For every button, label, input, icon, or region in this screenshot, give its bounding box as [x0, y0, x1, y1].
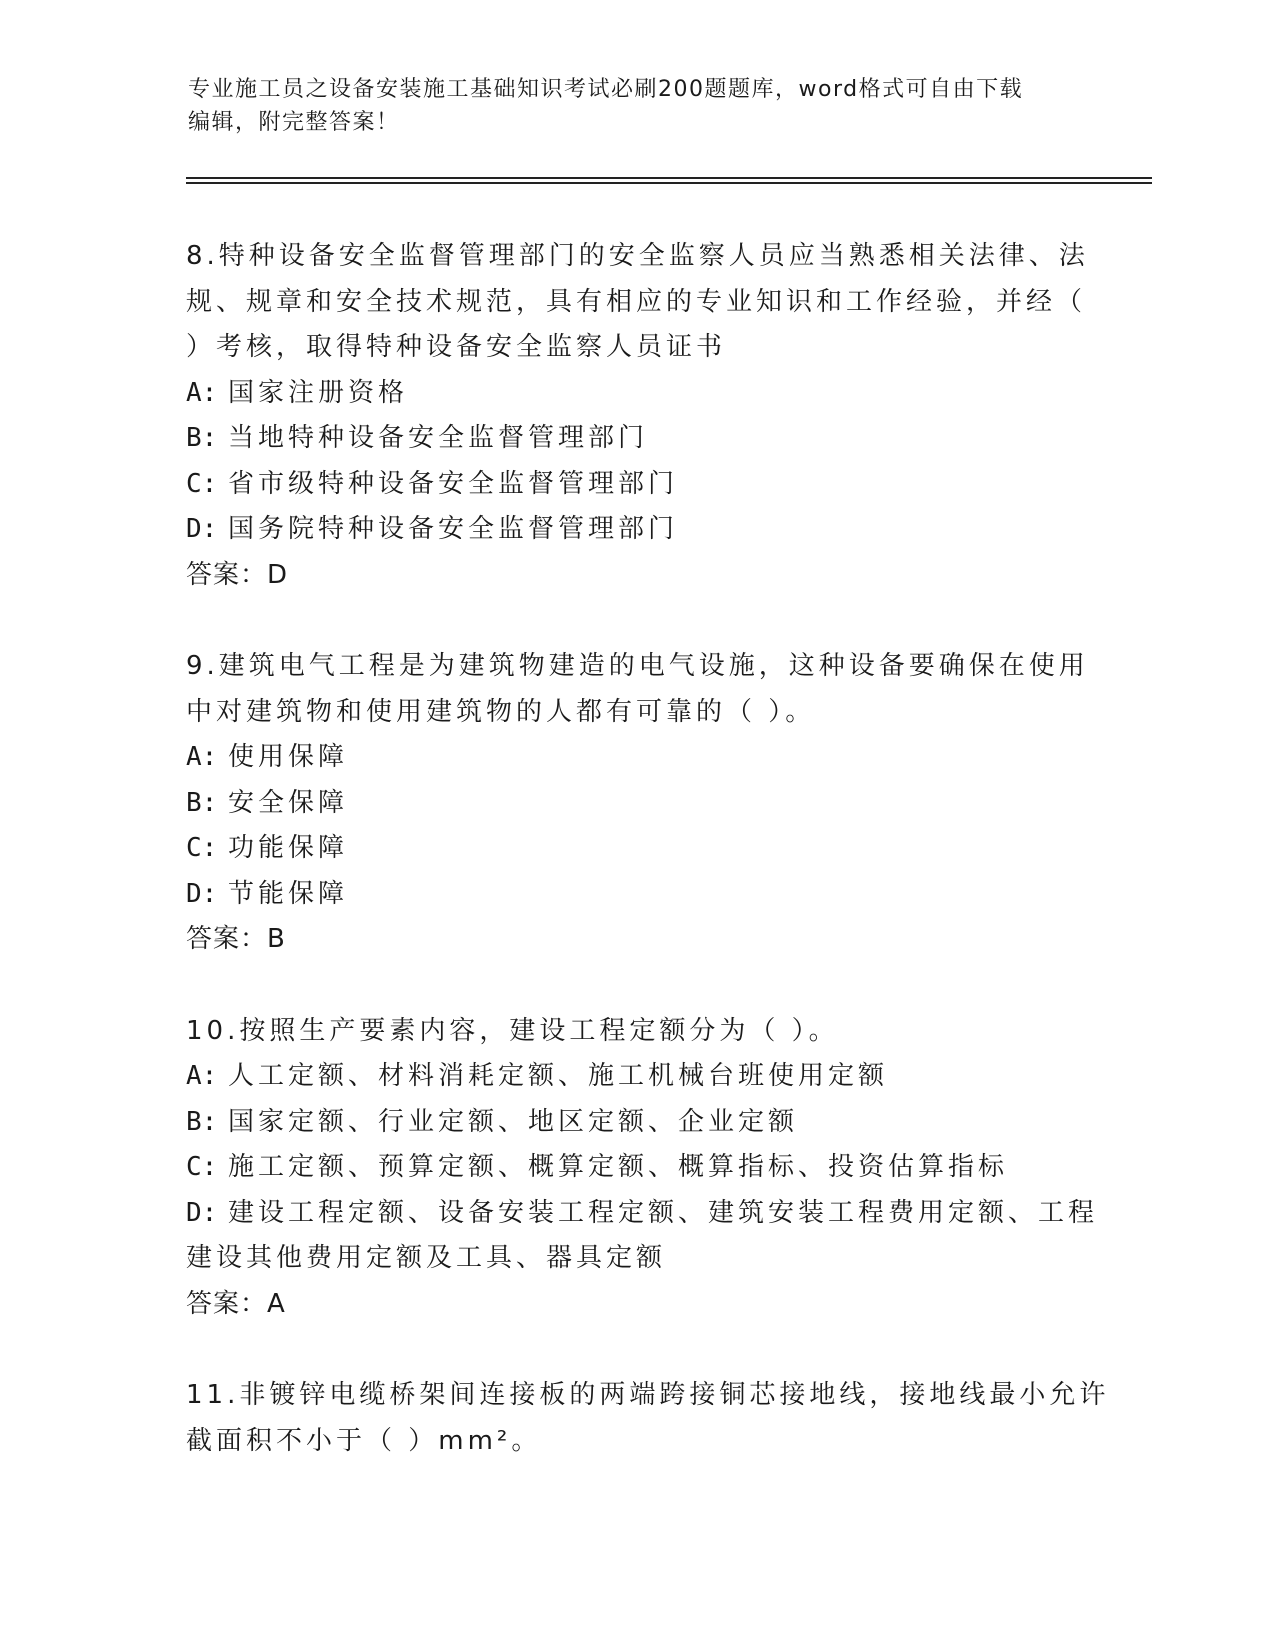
question-text-line: 中对建筑物和使用建筑物的人都有可靠的（ ）。 — [186, 696, 816, 727]
question-text-line: 9.建筑电气工程是为建筑物建造的电气设施，这种设备要确保在使用 — [186, 651, 1089, 681]
option-a — [186, 735, 1086, 781]
option-text: 安全保障 — [228, 787, 349, 818]
option-letter: B: — [186, 1106, 218, 1137]
option-letter: C: — [186, 468, 218, 499]
option-text: 功能保障 — [228, 833, 349, 863]
option-letter: A: — [186, 377, 218, 408]
header-divider-bottom — [186, 182, 1152, 184]
option-text: 国家定额、行业定额、地区定额、企业定额 — [228, 1106, 799, 1137]
question-text-line: 10.按照生产要素内容，建设工程定额分为（ ）。 — [186, 1015, 839, 1046]
option-letter: B: — [186, 423, 218, 453]
header-line-2: 编辑，附完整答案！ — [188, 110, 400, 135]
option-letter: A: — [186, 1061, 218, 1091]
option-text: 人工定额、材料消耗定额、施工机械台班使用定额 — [228, 1061, 889, 1091]
question-10 — [186, 1009, 1099, 1328]
option-text: 节能保障 — [228, 878, 349, 909]
question-text-line: ）考核，取得特种设备安全监察人员证书 — [186, 332, 727, 362]
option-d — [186, 507, 1086, 553]
option-letter: C: — [186, 1152, 218, 1182]
question-9 — [186, 644, 1089, 963]
option-b — [186, 781, 1086, 827]
option-letter: C: — [186, 833, 218, 863]
question-8 — [186, 234, 1089, 598]
option-letter: D: — [186, 514, 218, 544]
option-c — [186, 826, 1086, 872]
option-text: 国家注册资格 — [228, 377, 409, 408]
option-text: 国务院特种设备安全监督管理部门 — [228, 514, 679, 544]
question-11 — [186, 1373, 1110, 1464]
question-list — [186, 234, 1110, 1510]
document-header — [188, 73, 1088, 139]
question-text-line: 8.特种设备安全监督管理部门的安全监察人员应当熟悉相关法律、法 — [186, 241, 1089, 271]
option-c — [186, 1145, 1086, 1191]
option-d-continuation: 建设其他费用定额及工具、器具定额 — [186, 1243, 667, 1273]
option-d — [186, 872, 1086, 918]
option-text: 使用保障 — [228, 742, 349, 772]
option-d — [186, 1191, 1099, 1237]
answer: 答案：B — [186, 924, 286, 954]
option-a — [186, 371, 1086, 417]
option-letter: B: — [186, 787, 218, 818]
header-line-1: 专业施工员之设备安装施工基础知识考试必刷200题题库，word格式可自由下载 — [188, 77, 1024, 102]
option-a — [186, 1054, 1086, 1100]
answer: 答案：D — [186, 559, 289, 590]
header-divider-top — [186, 177, 1152, 179]
question-text-line: 规、规章和安全技术规范，具有相应的专业知识和工作经验，并经（ — [186, 286, 1087, 317]
option-letter: D: — [186, 878, 218, 909]
option-b — [186, 416, 1086, 462]
option-text: 当地特种设备安全监督管理部门 — [228, 423, 649, 453]
option-c — [186, 462, 1086, 508]
option-text: 施工定额、预算定额、概算定额、概算指标、投资估算指标 — [228, 1152, 1009, 1182]
option-text: 省市级特种设备安全监督管理部门 — [228, 468, 679, 499]
option-letter: D: — [186, 1197, 218, 1228]
question-text-line: 截面积不小于（ ）mm²。 — [186, 1425, 542, 1456]
question-text-line: 11.非镀锌电缆桥架间连接板的两端跨接铜芯接地线，接地线最小允许 — [186, 1380, 1110, 1410]
answer: 答案：A — [186, 1288, 286, 1319]
option-text: 建设工程定额、设备安装工程定额、建筑安装工程费用定额、工程 — [228, 1197, 1099, 1228]
option-letter: A: — [186, 742, 218, 772]
option-b — [186, 1100, 1086, 1146]
